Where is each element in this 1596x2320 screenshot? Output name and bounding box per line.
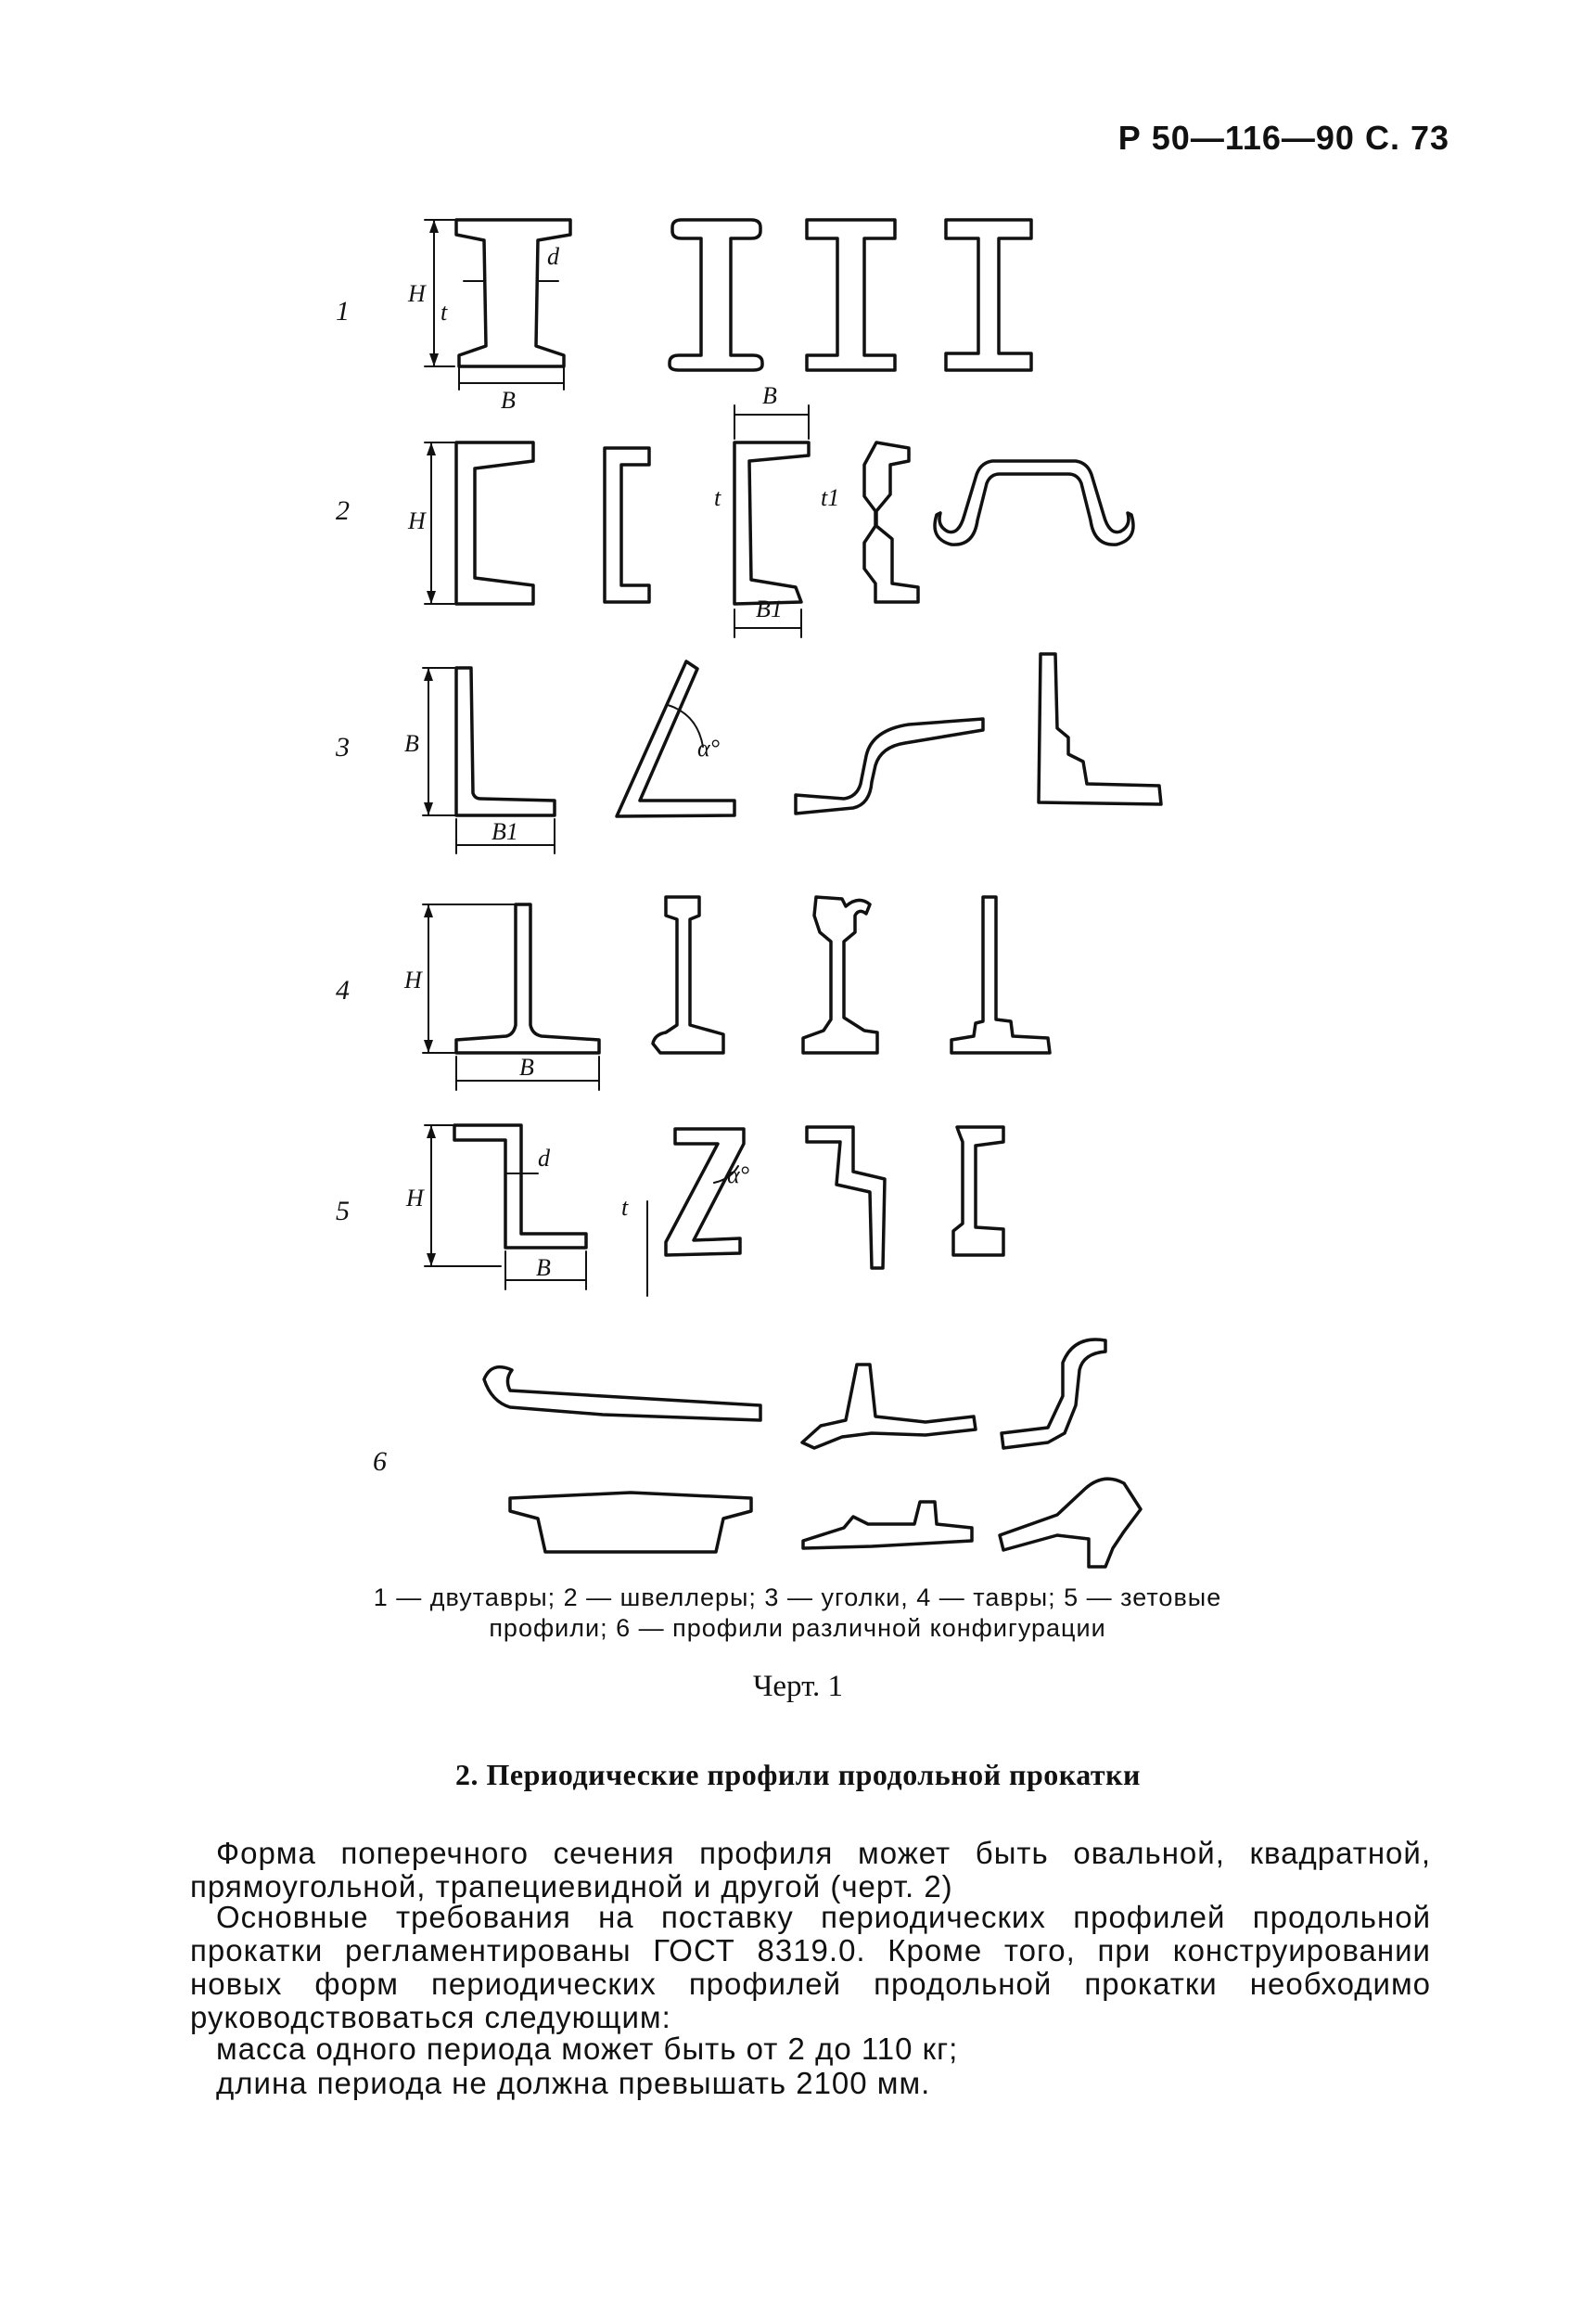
zee-dimensioned (405, 1125, 647, 1296)
hat-profile (935, 461, 1133, 545)
dim-t-2: t (714, 484, 721, 511)
dim-t-5: t (621, 1194, 629, 1221)
dim-b-5: B (536, 1254, 551, 1281)
angle-inclined (617, 661, 734, 816)
i-beam-3 (807, 220, 895, 370)
dim-b-2: B (762, 382, 777, 409)
dim-h-2: H (408, 507, 426, 534)
list-item-1: масса одного периода может быть от 2 до 110 кг; (216, 2032, 959, 2066)
channel-dimensioned (407, 442, 533, 604)
dim-t-1: t (440, 299, 448, 326)
dim-h-4: H (404, 967, 422, 993)
dim-t1-2: t1 (821, 484, 840, 511)
misc-profile-3 (1002, 1339, 1105, 1448)
row-label-4: 4 (336, 975, 350, 1006)
angle-stepped (1039, 654, 1161, 804)
dim-d-5: d (538, 1145, 550, 1172)
row-label-3: 3 (336, 732, 350, 763)
channel-dimensioned-2 (714, 382, 839, 637)
list-item-2: длина периода не должна превышать 2100 мм. (216, 2066, 931, 2100)
dim-b-4: B (519, 1054, 534, 1081)
paragraph-2: Основные требования на поставку периодических профилей продольной прокатки регламентированы ГОСТ 8319.0. Кроме того, при конструировании новых форм периодических профилей продольной прокатки необходимо руководствоваться следующим: (190, 1900, 1431, 2034)
figure-caption (278, 1583, 1317, 1644)
dim-b-1: B (501, 387, 516, 414)
section-title: 2. Периодические профили продольной прокатки (455, 1758, 1141, 1791)
misc-profile-4 (510, 1493, 751, 1552)
misc-profile-6 (1000, 1479, 1141, 1567)
channel-2 (605, 448, 649, 602)
caption-line-1: 1 — двутавры; 2 — швеллеры; 3 — уголки, 4 — тавры; 5 — зетовые (373, 1583, 1222, 1611)
i-beam-dimensioned (407, 220, 570, 414)
row-label-1: 1 (336, 296, 350, 327)
row-label-2: 2 (336, 495, 350, 526)
zee-lipped (953, 1127, 1003, 1255)
misc-profile-5 (803, 1502, 972, 1548)
i-beam-2 (670, 220, 762, 370)
zee-stepped (807, 1127, 885, 1268)
tee-stepped (951, 897, 1050, 1053)
dim-h-1: H (408, 280, 426, 307)
misc-profile-1 (484, 1367, 760, 1420)
dim-alpha-3: α° (697, 735, 721, 762)
dim-d-1: d (547, 243, 559, 270)
zee-inclined (666, 1129, 749, 1255)
dim-b1-2: B1 (756, 596, 783, 622)
row-label-5: 5 (336, 1196, 350, 1226)
caption-line-2: профили; 6 — профили различной конфигурации (489, 1614, 1106, 1642)
page-header: Р 50—116—90 С. 73 (1117, 119, 1449, 157)
paragraph-1: Форма поперечного сечения профиля может быть овальной, квадратной, прямоугольной, трапециевидной и другой (черт. 2) (190, 1836, 1431, 1903)
row-label-6: 6 (373, 1446, 387, 1477)
tee-2 (653, 897, 723, 1053)
dim-h-5: H (406, 1185, 424, 1211)
dim-b-3: B (404, 730, 419, 757)
i-beam-4 (946, 220, 1031, 370)
misc-profile-2 (802, 1365, 976, 1448)
dim-alpha-5: α° (727, 1161, 750, 1188)
figure-profiles (315, 199, 1280, 1572)
angle-dimensioned (404, 668, 555, 853)
tee-dimensioned (403, 904, 599, 1090)
figure-number: Черт. 1 (752, 1670, 844, 1703)
rail-profile (803, 897, 877, 1053)
dim-b1-3: B1 (492, 818, 518, 845)
channel-stepped (864, 442, 918, 602)
s-profile (796, 719, 983, 814)
